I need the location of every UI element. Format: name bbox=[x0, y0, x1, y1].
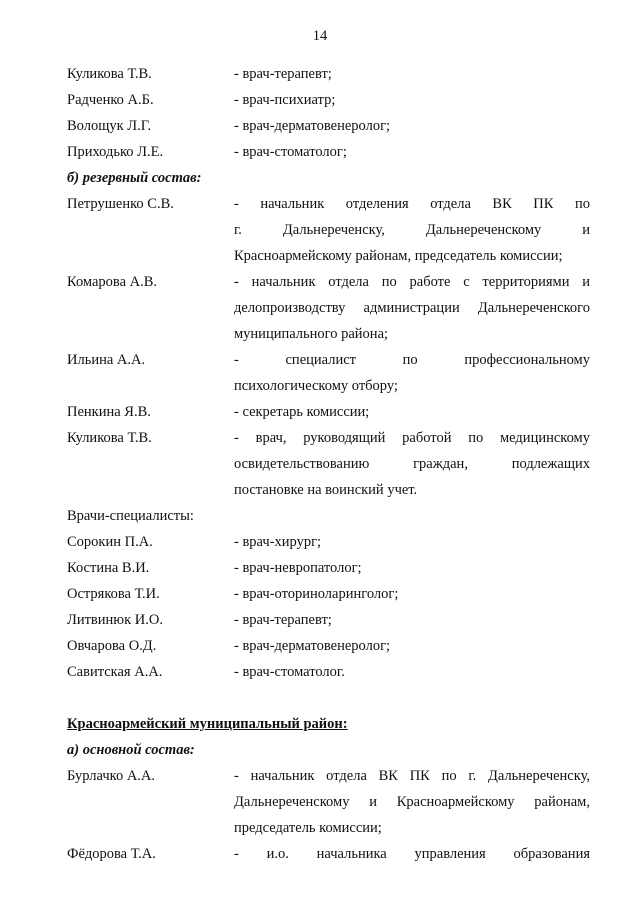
member-role-line: психологическому отбору; bbox=[234, 378, 398, 394]
doctors-specialists-list bbox=[67, 529, 590, 685]
district-heading: Красноармейский муниципальный район: bbox=[67, 716, 348, 732]
member-role-line: - специалист по профессиональному bbox=[234, 352, 590, 368]
member-role-line: - врач-терапевт; bbox=[234, 612, 332, 628]
member-role bbox=[234, 269, 590, 347]
member-name: Фёдорова Т.А. bbox=[67, 846, 156, 862]
member-role-line: - начальник отделения отдела ВК ПК по bbox=[234, 196, 590, 212]
member-role bbox=[234, 425, 590, 503]
member-role-line: Красноармейскому районам, председатель комиссии; bbox=[234, 248, 563, 264]
member-row bbox=[67, 607, 590, 633]
member-role bbox=[234, 633, 590, 659]
member-role bbox=[234, 347, 590, 399]
member-row bbox=[67, 269, 590, 347]
member-row bbox=[67, 399, 590, 425]
member-role bbox=[234, 529, 590, 555]
member-role-line: председатель комиссии; bbox=[234, 820, 382, 836]
member-role-line: - и.о. начальника управления образования bbox=[234, 846, 590, 862]
page-number: 14 bbox=[312, 28, 328, 44]
member-role bbox=[234, 555, 590, 581]
member-row bbox=[67, 659, 590, 685]
member-role bbox=[234, 763, 590, 841]
member-role-line: - врач-дерматовенеролог; bbox=[234, 638, 391, 654]
member-role bbox=[234, 61, 590, 87]
member-role bbox=[234, 191, 590, 269]
member-row bbox=[67, 529, 590, 555]
member-name: Куликова Т.В. bbox=[67, 66, 152, 82]
member-role bbox=[234, 399, 590, 425]
member-role-line: освидетельствованию граждан, подлежащих bbox=[234, 456, 590, 472]
member-row bbox=[67, 425, 590, 503]
doctors-specialists-label: Врачи-специалисты: bbox=[67, 508, 194, 524]
member-row bbox=[67, 113, 590, 139]
member-row bbox=[67, 87, 590, 113]
member-name: Петрушенко С.В. bbox=[67, 196, 174, 212]
member-role-line: - врач-невропатолог; bbox=[234, 560, 362, 576]
member-row bbox=[67, 139, 590, 165]
member-name: Радченко А.Б. bbox=[67, 92, 154, 108]
member-name: Пенкина Я.В. bbox=[67, 404, 151, 420]
member-name: Костина В.И. bbox=[67, 560, 150, 576]
member-role bbox=[234, 87, 590, 113]
member-role-line: - врач-стоматолог. bbox=[234, 664, 345, 680]
member-name: Ильина А.А. bbox=[67, 352, 146, 368]
member-role-line: - начальник отдела по работе с территориями и bbox=[234, 274, 590, 290]
member-row bbox=[67, 763, 590, 841]
member-role-line: - врач-оториноларинголог; bbox=[234, 586, 399, 602]
member-row bbox=[67, 191, 590, 269]
member-row bbox=[67, 347, 590, 399]
member-role-line: муниципального района; bbox=[234, 326, 389, 342]
reserve-composition-heading: б) резервный состав: bbox=[67, 170, 202, 186]
section-spacer bbox=[67, 685, 590, 711]
member-name: Сорокин П.А. bbox=[67, 534, 153, 550]
member-role-line: - врач-терапевт; bbox=[234, 66, 332, 82]
member-role-line: делопроизводству администрации Дальнереченского bbox=[234, 300, 590, 316]
member-name: Бурлачко А.А. bbox=[67, 768, 156, 784]
member-row bbox=[67, 61, 590, 87]
member-role-line: - врач-дерматовенеролог; bbox=[234, 118, 391, 134]
member-name: Острякова Т.И. bbox=[67, 586, 160, 602]
member-role-line: - врач-хирург; bbox=[234, 534, 322, 550]
member-role-line: - врач-психиатр; bbox=[234, 92, 336, 108]
member-row bbox=[67, 633, 590, 659]
member-row bbox=[67, 841, 590, 867]
member-role-line: - начальник отдела ВК ПК по г. Дальнереченску, bbox=[234, 768, 590, 784]
member-name: Овчарова О.Д. bbox=[67, 638, 157, 654]
member-role-line: - врач-стоматолог; bbox=[234, 144, 347, 160]
commission-list-district-main bbox=[67, 763, 590, 867]
member-role bbox=[234, 113, 590, 139]
member-row bbox=[67, 555, 590, 581]
member-row bbox=[67, 581, 590, 607]
member-role bbox=[234, 607, 590, 633]
member-role bbox=[234, 139, 590, 165]
member-role-line: г. Дальнереченску, Дальнереченскому и bbox=[234, 222, 590, 238]
member-role-line: - секретарь комиссии; bbox=[234, 404, 370, 420]
member-role-line: постановке на воинский учет. bbox=[234, 482, 418, 498]
commission-list-reserve bbox=[67, 191, 590, 503]
member-role bbox=[234, 659, 590, 685]
member-name: Приходько Л.Е. bbox=[67, 144, 164, 160]
member-name: Литвинюк И.О. bbox=[67, 612, 163, 628]
member-name: Савитская А.А. bbox=[67, 664, 163, 680]
main-composition-heading: а) основной состав: bbox=[67, 742, 195, 758]
member-role-line: Дальнереченскому и Красноармейскому районам, bbox=[234, 794, 590, 810]
member-role-line: - врач, руководящий работой по медицинскому bbox=[234, 430, 590, 446]
member-role bbox=[234, 841, 590, 867]
commission-list-main-end bbox=[67, 61, 590, 165]
member-role bbox=[234, 581, 590, 607]
member-name: Комарова А.В. bbox=[67, 274, 158, 290]
member-name: Волощук Л.Г. bbox=[67, 118, 152, 134]
member-name: Куликова Т.В. bbox=[67, 430, 152, 446]
document-content bbox=[67, 61, 590, 867]
